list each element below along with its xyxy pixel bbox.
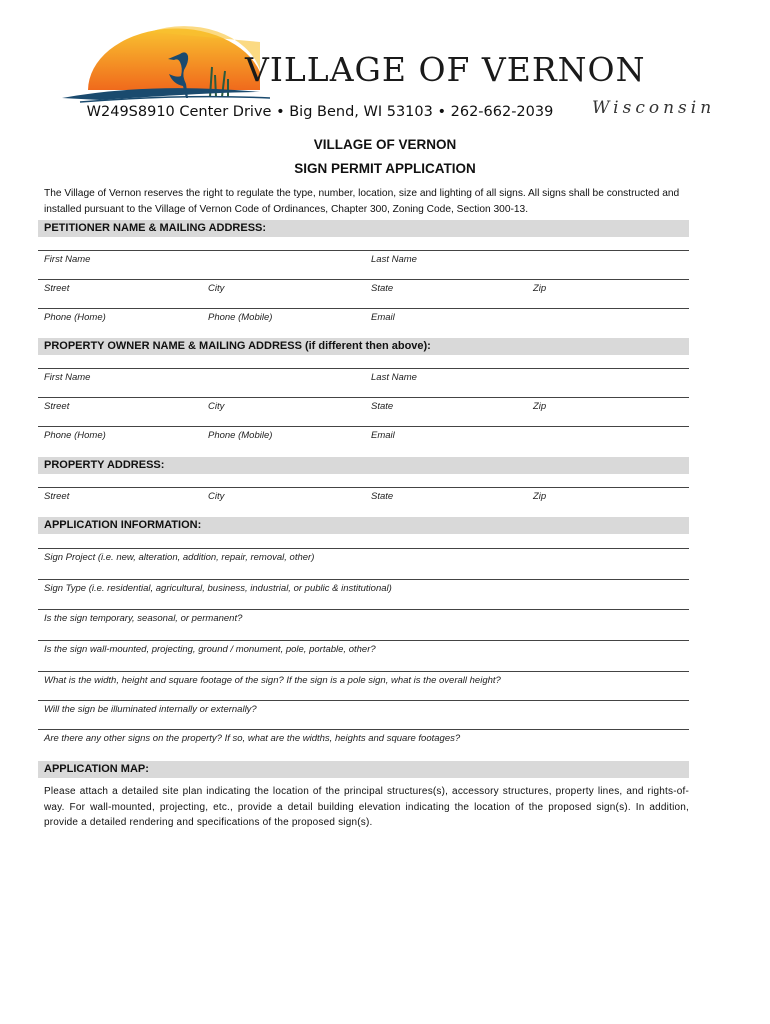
petitioner-heading: PETITIONER NAME & MAILING ADDRESS:	[38, 220, 689, 237]
email-label: Email	[371, 312, 395, 323]
zip-label: Zip	[533, 491, 547, 502]
question-label: Are there any other signs on the property? If so, what are the widths, heights and square footages?	[44, 733, 461, 744]
city-label: City	[208, 491, 225, 502]
phone-mobile-label: Phone (Mobile)	[208, 312, 273, 323]
first-name-label: First Name	[44, 372, 91, 383]
org-name: VILLAGE OF VERNON	[245, 50, 646, 89]
street-label: Street	[44, 491, 70, 502]
street-label: Street	[44, 283, 70, 294]
question-row[interactable]	[38, 548, 689, 571]
phone-home-label: Phone (Home)	[44, 430, 106, 441]
state-label: State	[371, 401, 394, 412]
intro-paragraph: The Village of Vernon reserves the right to regulate the type, number, location, size and lighting of all signs. All signs shall be constructed and installed pursuant to the Village of Vernon Code of Ordinances, Chapter 300, Zoning Code, Section 300-13.	[44, 188, 680, 215]
question-label: Is the sign wall-mounted, projecting, ground / monument, pole, portable, other?	[44, 644, 376, 655]
form-title-line2: SIGN PERMIT APPLICATION	[294, 161, 476, 176]
city-label: City	[208, 283, 225, 294]
state-script: Wisconsin	[592, 98, 716, 118]
street-label: Street	[44, 401, 70, 412]
question-label: Sign Project (i.e. new, alteration, addition, repair, removal, other)	[44, 552, 315, 563]
question-label: Will the sign be illuminated internally or externally?	[44, 704, 257, 715]
question-label: Is the sign temporary, seasonal, or permanent?	[44, 613, 243, 624]
phone-home-label: Phone (Home)	[44, 312, 106, 323]
question-label: Sign Type (i.e. residential, agricultural, business, industrial, or public & institutional)	[44, 583, 392, 594]
petitioner-address-row[interactable]	[38, 279, 689, 302]
first-name-label: First Name	[44, 254, 91, 265]
owner-contact-row[interactable]	[38, 426, 689, 449]
form-title-line1: VILLAGE OF VERNON	[313, 137, 457, 152]
zip-label: Zip	[533, 401, 547, 412]
question-label: What is the width, height and square footage of the sign? If the sign is a pole sign, what is the overall height?	[44, 675, 501, 686]
application-heading: APPLICATION INFORMATION:	[38, 517, 689, 534]
question-row[interactable]	[38, 729, 689, 752]
property-address-row[interactable]	[38, 487, 689, 510]
owner-name-row[interactable]	[38, 368, 689, 391]
zip-label: Zip	[533, 283, 547, 294]
question-row[interactable]	[38, 700, 689, 723]
owner-heading: PROPERTY OWNER NAME & MAILING ADDRESS (if different then above):	[38, 338, 689, 355]
owner-address-row[interactable]	[38, 397, 689, 420]
petitioner-contact-row[interactable]	[38, 308, 689, 331]
city-label: City	[208, 401, 225, 412]
phone-mobile-label: Phone (Mobile)	[208, 430, 273, 441]
question-row[interactable]	[38, 671, 689, 694]
state-label: State	[371, 283, 394, 294]
map-heading: APPLICATION MAP:	[38, 761, 689, 778]
state-label: State	[371, 491, 394, 502]
property-heading: PROPERTY ADDRESS:	[38, 457, 689, 474]
question-row[interactable]	[38, 640, 689, 663]
last-name-label: Last Name	[371, 254, 417, 265]
email-label: Email	[371, 430, 395, 441]
map-instructions: Please attach a detailed site plan indicating the location of the principal structures(s), accessory structures, property lines, and rights-of-way. For wall-mounted, projecting, etc., provide a detail building elevation indicating the location of the proposed sign(s). In addition, provide a detailed rendering and specifications of the proposed sign(s).	[44, 786, 689, 828]
petitioner-name-row[interactable]	[38, 250, 689, 273]
question-row[interactable]	[38, 579, 689, 602]
org-address: W249S8910 Center Drive • Big Bend, WI 53103 • 262-662-2039	[86, 104, 554, 120]
last-name-label: Last Name	[371, 372, 417, 383]
question-row[interactable]	[38, 609, 689, 632]
